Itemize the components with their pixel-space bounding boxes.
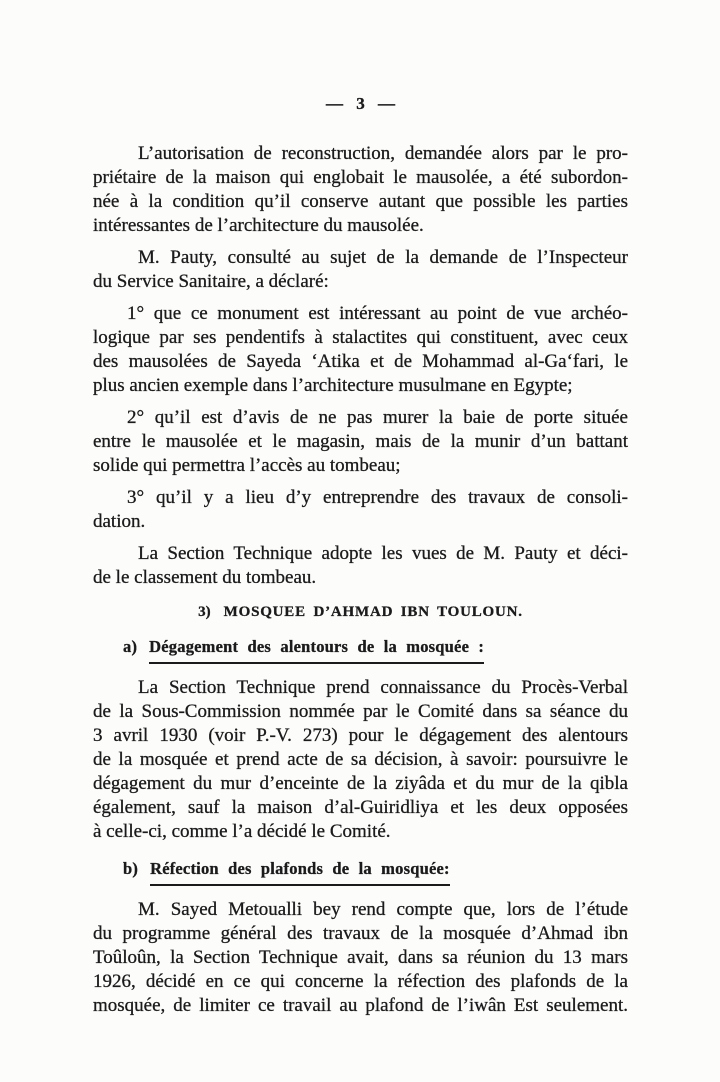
text-line: solide qui permettra l’accès au tombeau; bbox=[93, 455, 401, 476]
text-line: 3 avril 1930 (voir P.-V. 273) pour le dégagement des alentours bbox=[93, 725, 628, 746]
subheading-text: Dégagement des alentours de la mosquée : bbox=[149, 636, 484, 664]
paragraph bbox=[93, 246, 628, 294]
text-line: plus ancien exemple dans l’architecture musulmane en Egypte; bbox=[93, 375, 573, 396]
paragraph bbox=[93, 898, 628, 1018]
text-line: du Service Sanitaire, a déclaré: bbox=[93, 271, 329, 292]
text-line: logique par ses pendentifs à stalactites qui constituent, avec ceux bbox=[93, 327, 628, 348]
paragraph bbox=[93, 676, 628, 844]
text-line: mosquée, de limiter ce travail au plafond de l’iwân Est seulement. bbox=[93, 995, 628, 1016]
text-line: de la Sous-Commission nommée par le Comité dans sa séance du bbox=[93, 701, 628, 722]
list-item bbox=[93, 406, 628, 478]
text-line: M. Pauty, consulté au sujet de la demande de l’Inspecteur bbox=[138, 247, 628, 268]
section-heading-text: MOSQUEE D’AHMAD IBN TOULOUN. bbox=[223, 604, 523, 620]
text-line: dation. bbox=[93, 511, 146, 532]
subheading-label: a) bbox=[123, 637, 138, 656]
text-line: de le classement du tombeau. bbox=[93, 567, 317, 588]
text-line: à celle-ci, comme l’a décidé le Comité. bbox=[93, 821, 391, 842]
text-line: M. Sayed Metoualli bey rend compte que, lors de l’étude bbox=[138, 899, 628, 920]
subheading-text: Réfection des plafonds de la mosquée: bbox=[150, 858, 450, 886]
text-line: 3° qu’il y a lieu d’y entreprendre des travaux de consoli- bbox=[127, 487, 628, 508]
text-line: du programme général des travaux de la mosquée d’Ahmad ibn bbox=[93, 923, 628, 944]
text-line: des mausolées de Sayeda ‘Atika et de Mohammad al-Ga‘fari, le bbox=[93, 351, 628, 372]
subheading-label: b) bbox=[123, 859, 139, 878]
paragraph bbox=[93, 542, 628, 590]
text-line: priétaire de la maison qui englobait le mausolée, a été subordon- bbox=[93, 167, 628, 188]
text-block bbox=[93, 142, 628, 1018]
text-line: née à la condition qu’il conserve autant que possible les parties bbox=[93, 191, 628, 212]
text-line: La Section Technique prend connaissance du Procès-Verbal bbox=[138, 677, 628, 698]
text-line: L’autorisation de reconstruction, demandée alors par le pro- bbox=[138, 143, 628, 164]
subheading bbox=[123, 636, 628, 664]
text-line: dégagement du mur d’enceinte de la ziyâda et du mur de la qibla bbox=[93, 773, 628, 794]
list-item bbox=[93, 302, 628, 398]
section-heading bbox=[93, 602, 628, 622]
text-line: 2° qu’il est d’avis de ne pas murer la baie de porte située bbox=[127, 407, 628, 428]
text-line: de la mosquée et prend acte de sa décision, à savoir: poursuivre le bbox=[93, 749, 628, 770]
text-line: Toûloûn, la Section Technique avait, dans sa réunion du 13 mars bbox=[93, 947, 628, 968]
text-line: également, sauf la maison d’al-Guiridliya et les deux opposées bbox=[93, 797, 628, 818]
section-heading-number: 3) bbox=[198, 604, 211, 620]
page-number: — 3 — bbox=[326, 94, 395, 113]
text-line: 1° que ce monument est intéressant au point de vue archéo- bbox=[127, 303, 628, 324]
paragraph bbox=[93, 142, 628, 238]
text-line: 1926, décidé en ce qui concerne la réfection des plafonds de la bbox=[93, 971, 628, 992]
subheading bbox=[123, 858, 628, 886]
text-line: La Section Technique adopte les vues de M. Pauty et déci- bbox=[138, 543, 628, 564]
list-item bbox=[93, 486, 628, 534]
text-line: entre le mausolée et le magasin, mais de la munir d’un battant bbox=[93, 431, 628, 452]
text-column bbox=[93, 0, 628, 1018]
text-line: intéressantes de l’architecture du mausolée. bbox=[93, 215, 424, 236]
